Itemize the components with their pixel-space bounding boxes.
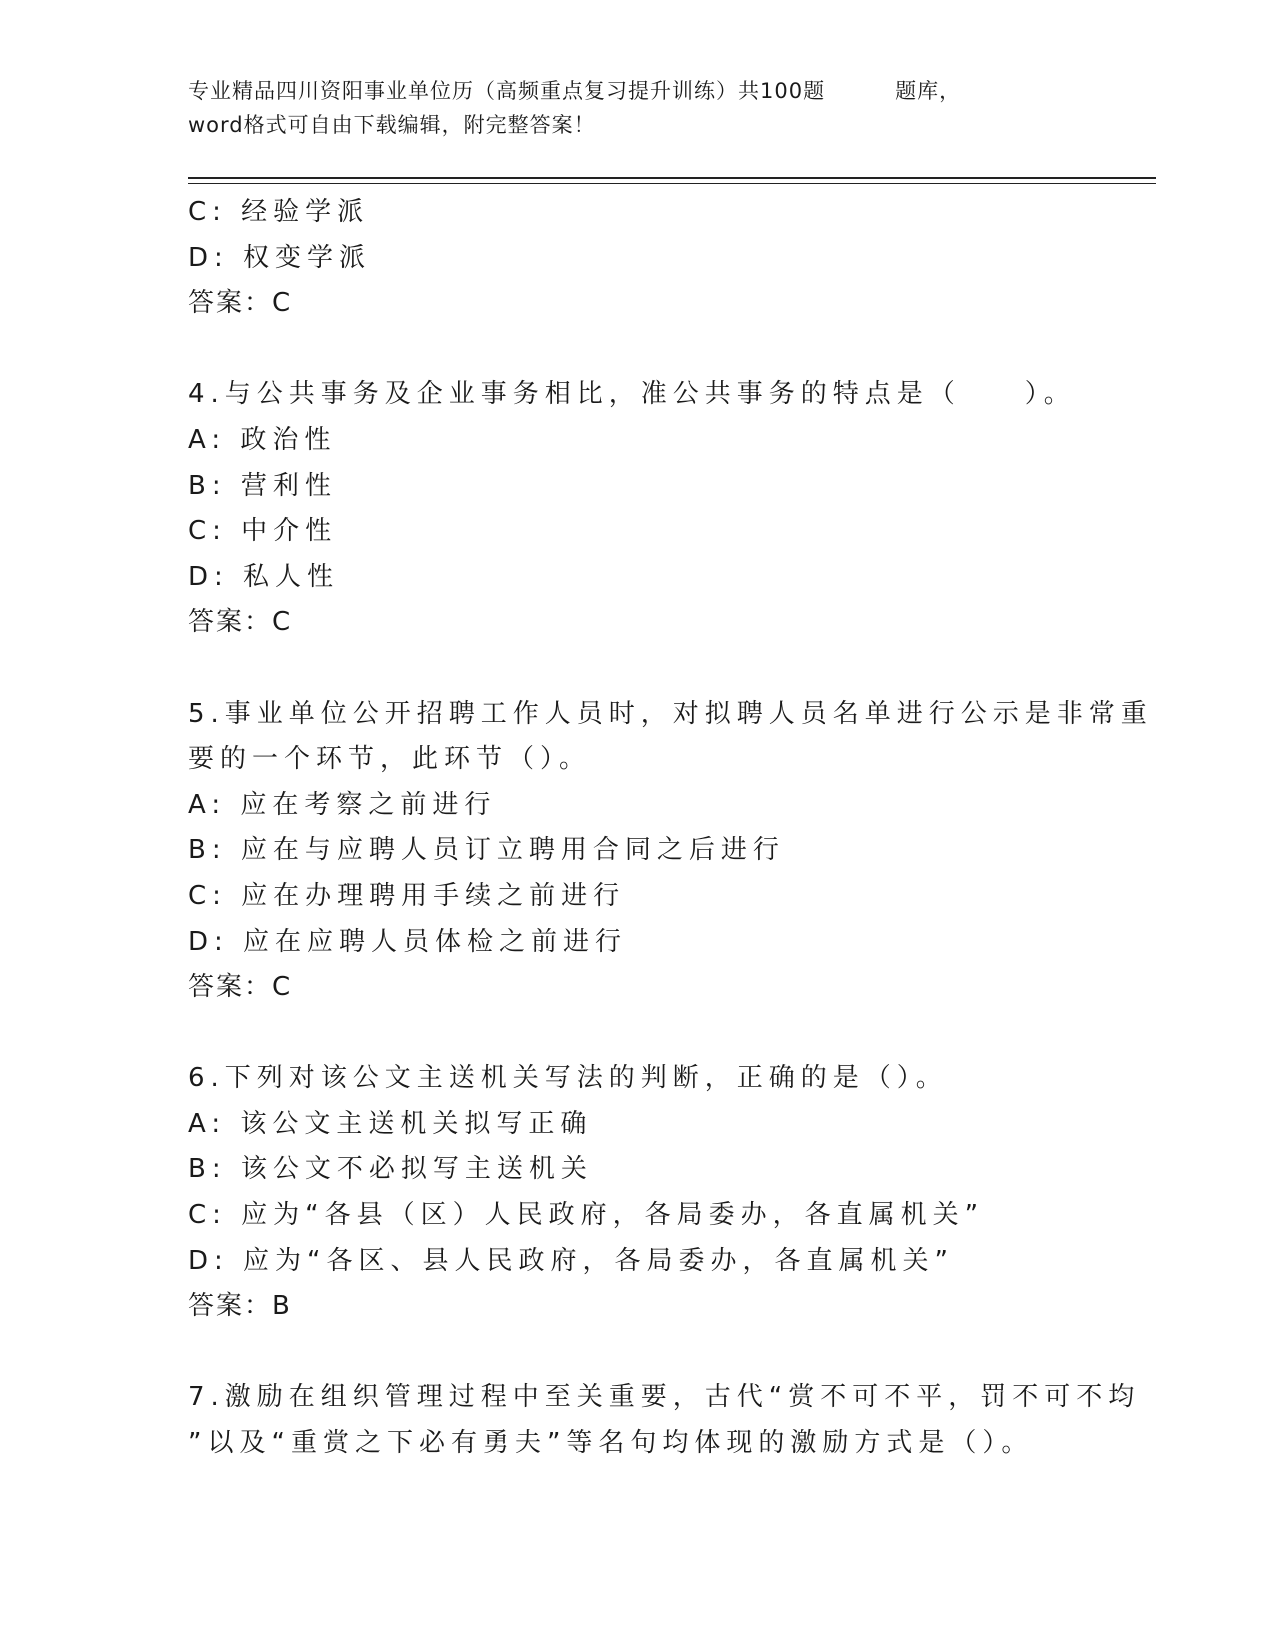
header-divider-thin [188, 183, 1156, 184]
header-title: 专业精品四川资阳事业单位历（高频重点复习提升训练）共100题 [188, 79, 826, 103]
header-title-line [188, 74, 1088, 108]
option-c: C: 应为“各县（区）人民政府，各局委办，各直属机关” [188, 1200, 985, 1231]
option-a: A: 应在考察之前进行 [188, 789, 497, 820]
question-stem-continued: ”以及“重赏之下必有勇夫”等名句均体现的激励方式是（）。 [188, 1428, 1034, 1459]
option-a: A: 政治性 [188, 424, 337, 455]
answer-line: 答案：C [188, 972, 293, 1003]
question-stem: 6.下列对该公文主送机关写法的判断，正确的是（）。 [188, 1063, 948, 1094]
answer-line: 答案：B [188, 1291, 292, 1322]
answer-line: 答案：C [188, 288, 293, 319]
option-b: B: 该公文不必拟写主送机关 [188, 1154, 593, 1185]
question-stem: 4.与公共事务及企业事务相比，准公共事务的特点是（ ）。 [188, 379, 1076, 410]
option-d: D: 应在应聘人员体检之前进行 [188, 926, 628, 957]
question-list [188, 190, 1153, 1467]
option-b: B: 营利性 [188, 470, 337, 501]
question-stem-continued: 要的一个环节，此环节（）。 [188, 744, 592, 775]
question-stem: 5.事业单位公开招聘工作人员时，对拟聘人员名单进行公示是非常重 [188, 698, 1153, 729]
header-divider-thick [188, 177, 1156, 179]
answer-line: 答案：C [188, 607, 293, 638]
option-d: D: 权变学派 [188, 242, 372, 273]
option-b: B: 应在与应聘人员订立聘用合同之后进行 [188, 835, 785, 866]
option-c: C: 应在办理聘用手续之前进行 [188, 880, 626, 911]
option-c: C: 中介性 [188, 516, 338, 547]
option-c: C: 经验学派 [188, 197, 370, 227]
header-subtitle: word格式可自由下载编辑，附完整答案！ [188, 113, 596, 137]
option-a: A: 该公文主送机关拟写正确 [188, 1108, 593, 1139]
option-d: D: 应为“各区、县人民政府，各局委办，各直属机关” [188, 1245, 954, 1276]
header-title-suffix: 题库， [895, 79, 962, 103]
question-stem: 7.激励在组织管理过程中至关重要，古代“赏不可不平，罚不可不均 [188, 1382, 1141, 1413]
document-header [188, 74, 1088, 142]
option-d: D: 私人性 [188, 561, 340, 592]
